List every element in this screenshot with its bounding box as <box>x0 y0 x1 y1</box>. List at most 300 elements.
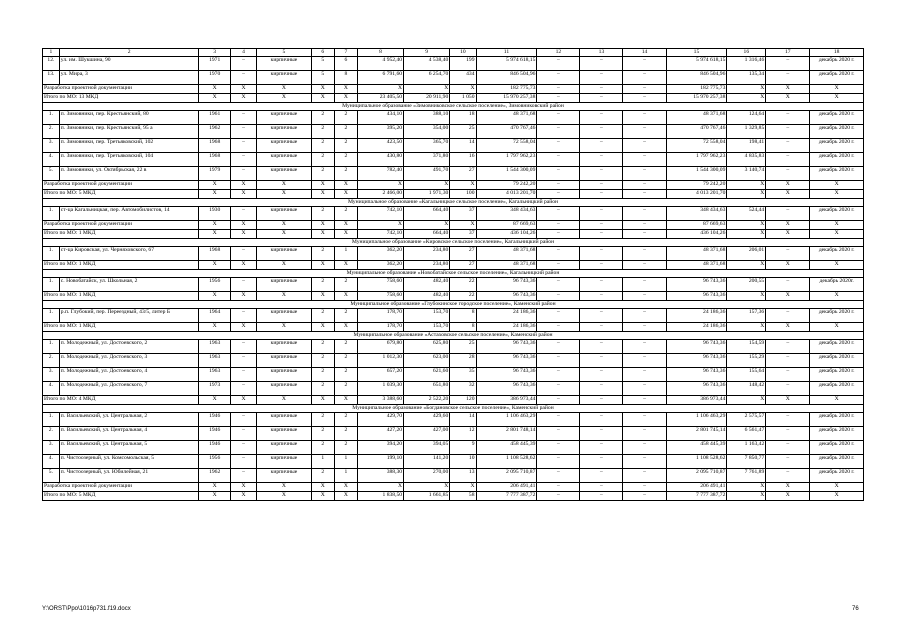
building-cell: 48 371,68 <box>476 247 537 261</box>
summary-cell: Х <box>334 85 357 94</box>
municipality-header-row <box>43 239 864 247</box>
building-cell: 37 <box>450 207 476 221</box>
building-cell: декабрь 2020 г. <box>810 153 864 167</box>
building-row <box>43 340 864 354</box>
summary-cell: Х <box>727 483 766 492</box>
building-cell: – <box>766 427 810 441</box>
building-cell: 7 761,89 <box>727 469 766 483</box>
building-cell: 14 <box>450 413 476 427</box>
summary-cell: Х <box>257 230 312 239</box>
summary-cell: 20 911,90 <box>404 94 450 103</box>
summary-cell: 4 013 201,70 <box>476 190 537 199</box>
building-cell: кирпичные <box>257 207 312 221</box>
summary-cell: Х <box>257 85 312 94</box>
building-cell: кирпичные <box>257 340 312 354</box>
building-cell: – <box>623 340 666 354</box>
building-cell: 1 316,46 <box>727 57 766 71</box>
building-cell: 96 743,36 <box>666 354 727 368</box>
building-cell: 429,70 <box>357 413 403 427</box>
building-cell: – <box>230 427 256 441</box>
building-cell: – <box>230 111 256 125</box>
building-cell: 155,64 <box>727 368 766 382</box>
building-row <box>43 57 864 71</box>
column-number-cell: 16 <box>727 49 766 57</box>
column-number-cell: 2 <box>59 49 199 57</box>
building-cell: – <box>537 382 580 396</box>
summary-cell: Х <box>311 483 334 492</box>
summary-cell: Х <box>334 483 357 492</box>
building-cell: декабрь 2020 г. <box>810 427 864 441</box>
building-address: п. Зимовники, ул. Октябрьская, 22 в <box>59 167 199 181</box>
building-cell: 1956 <box>199 278 230 292</box>
summary-cell: Х <box>199 85 230 94</box>
summary-cell: Х <box>199 292 230 301</box>
building-cell: – <box>537 139 580 153</box>
municipality-title: Муниципальное образование «Глубокинское городское поселение», Каменский район <box>43 301 864 309</box>
building-cell: 6 561,47 <box>727 427 766 441</box>
summary-cell: Х <box>357 483 403 492</box>
building-cell: кирпичные <box>257 427 312 441</box>
summary-cell: 153,70 <box>404 323 450 332</box>
building-cell: декабрь 2020 г. <box>810 247 864 261</box>
building-cell: 365,70 <box>404 139 450 153</box>
summary-cell: Х <box>357 85 403 94</box>
building-cell: 362,20 <box>357 247 403 261</box>
summary-cell: – <box>580 396 623 405</box>
building-cell: – <box>230 441 256 455</box>
building-cell: декабрь 2020 г. <box>810 207 864 221</box>
summary-cell: Х <box>199 221 230 230</box>
building-cell: – <box>537 111 580 125</box>
summary-cell: Х <box>810 85 864 94</box>
summary-cell: Х <box>257 181 312 190</box>
summary-label: Итого по МО: 4 МКД <box>43 396 199 405</box>
building-cell: – <box>623 139 666 153</box>
building-cell: – <box>580 207 623 221</box>
building-cell: 2 <box>334 354 357 368</box>
building-cell: 2 <box>311 247 334 261</box>
building-cell: 427,00 <box>404 427 450 441</box>
summary-cell: Х <box>810 292 864 301</box>
building-cell: 625,80 <box>404 340 450 354</box>
building-cell: 1 544 300,09 <box>476 167 537 181</box>
summary-label: Итого по МО: 13 МКД <box>43 94 199 103</box>
building-cell: – <box>230 354 256 368</box>
summary-cell: Х <box>766 323 810 332</box>
summary-cell: – <box>623 94 666 103</box>
building-cell: – <box>766 455 810 469</box>
summary-cell: – <box>580 190 623 199</box>
summary-cell: Х <box>334 230 357 239</box>
building-cell: 2 <box>334 207 357 221</box>
building-cell: декабрь 2020 г. <box>810 71 864 85</box>
building-cell: 124,64 <box>727 111 766 125</box>
building-cell: 2 <box>334 441 357 455</box>
building-cell: 458 445,39 <box>476 441 537 455</box>
building-row <box>43 309 864 323</box>
building-cell: 1 329,85 <box>727 125 766 139</box>
building-cell: 96 743,36 <box>666 340 727 354</box>
building-cell: 16 <box>450 153 476 167</box>
summary-row <box>43 85 864 94</box>
row-number: 1. <box>43 278 60 292</box>
building-cell: – <box>580 469 623 483</box>
summary-cell: Х <box>727 230 766 239</box>
column-number-cell: 14 <box>623 49 666 57</box>
building-cell: 4 538,40 <box>404 57 450 71</box>
building-cell: декабрь 2020 г. <box>810 111 864 125</box>
summary-cell: Х <box>727 181 766 190</box>
summary-cell: Х <box>810 181 864 190</box>
building-address: ул. Мира, 3 <box>59 71 199 85</box>
building-cell: 1968 <box>199 139 230 153</box>
summary-cell: 7 777 387,72 <box>476 492 537 501</box>
summary-cell: 58 <box>450 492 476 501</box>
row-number: 1. <box>43 207 60 221</box>
building-cell: 434 <box>450 71 476 85</box>
summary-cell: Х <box>766 492 810 501</box>
summary-cell: 23 405,50 <box>357 94 403 103</box>
building-cell: – <box>537 57 580 71</box>
row-number: 1. <box>43 247 60 261</box>
building-row <box>43 111 864 125</box>
municipality-header-row <box>43 301 864 309</box>
building-cell: 470 767,46 <box>476 125 537 139</box>
building-cell: 2 095 710,87 <box>476 469 537 483</box>
building-cell: 2 <box>311 368 334 382</box>
building-row <box>43 125 864 139</box>
summary-label: Итого по МО: 5 МКД <box>43 190 199 199</box>
summary-cell: – <box>537 483 580 492</box>
building-cell: 1946 <box>199 427 230 441</box>
building-cell: – <box>580 382 623 396</box>
summary-cell: Х <box>230 492 256 501</box>
summary-cell: Х <box>727 85 766 94</box>
building-cell: кирпичные <box>257 57 312 71</box>
building-cell: – <box>623 125 666 139</box>
building-cell: – <box>766 57 810 71</box>
building-cell: 2 <box>311 167 334 181</box>
building-row <box>43 441 864 455</box>
summary-cell: Х <box>311 230 334 239</box>
summary-label: Итого по МО: 1 МКД <box>43 261 199 270</box>
building-cell: 621,60 <box>404 368 450 382</box>
summary-label: Разработка проектной документации <box>43 181 199 190</box>
summary-cell: – <box>623 483 666 492</box>
building-address: п. Молодежный, ул. Достоевского, 7 <box>59 382 199 396</box>
summary-cell: Х <box>230 396 256 405</box>
building-cell: – <box>580 278 623 292</box>
building-address: п. Чистоозерный, ул. Комсомольская, 5 <box>59 455 199 469</box>
building-row <box>43 455 864 469</box>
row-number: 2. <box>43 427 60 441</box>
row-number: 4. <box>43 382 60 396</box>
summary-cell: 22 <box>450 292 476 301</box>
building-cell: – <box>537 455 580 469</box>
building-cell: декабрь 2020 г. <box>810 125 864 139</box>
building-cell: 5 974 618,15 <box>666 57 727 71</box>
building-cell: 1 108 528,62 <box>666 455 727 469</box>
summary-cell: Х <box>230 190 256 199</box>
building-address: п. Васильевский, ул. Центральная, 5 <box>59 441 199 455</box>
summary-row <box>43 230 864 239</box>
building-cell: 742,10 <box>357 207 403 221</box>
summary-cell: Х <box>727 492 766 501</box>
summary-cell: Х <box>727 94 766 103</box>
summary-cell: Х <box>727 261 766 270</box>
building-cell: 2 <box>311 139 334 153</box>
building-cell: 1 797 962,23 <box>666 153 727 167</box>
municipality-title: Муниципальное образование «Новобатайское сельское поселение», Кагальницкий район <box>43 270 864 278</box>
building-row <box>43 167 864 181</box>
building-row <box>43 413 864 427</box>
building-cell: – <box>766 278 810 292</box>
summary-cell: Х <box>257 94 312 103</box>
summary-cell: 87 669,63 <box>666 221 727 230</box>
building-cell: – <box>580 441 623 455</box>
summary-cell: Х <box>199 396 230 405</box>
building-cell: 2 <box>311 354 334 368</box>
building-address: п. Молодежный, ул. Достоевского, 3 <box>59 354 199 368</box>
building-address: с. Новобатайск, ул. Школьная, 2 <box>59 278 199 292</box>
building-cell: – <box>537 354 580 368</box>
building-cell: – <box>537 469 580 483</box>
building-cell: 1 797 962,23 <box>476 153 537 167</box>
building-cell: – <box>580 368 623 382</box>
summary-cell: Х <box>810 323 864 332</box>
summary-cell: 48 371,68 <box>666 261 727 270</box>
municipality-header-row <box>43 405 864 413</box>
building-cell: – <box>766 413 810 427</box>
building-cell: 4 952,40 <box>357 57 403 71</box>
summary-cell: 79 242,20 <box>476 181 537 190</box>
building-cell: 2 <box>311 207 334 221</box>
summary-cell: Х <box>334 261 357 270</box>
summary-cell: Х <box>450 483 476 492</box>
building-cell: 1 <box>334 247 357 261</box>
building-cell: 2 801 748,14 <box>476 427 537 441</box>
summary-cell: 96 743,36 <box>476 292 537 301</box>
building-cell: 5 974 618,15 <box>476 57 537 71</box>
summary-label: Разработка проектной документации <box>43 483 199 492</box>
summary-row <box>43 221 864 230</box>
building-cell: 1956 <box>199 455 230 469</box>
summary-cell: – <box>623 323 666 332</box>
summary-cell: Х <box>766 221 810 230</box>
building-cell: – <box>580 247 623 261</box>
building-cell: – <box>230 153 256 167</box>
building-cell: 1964 <box>199 309 230 323</box>
building-cell: – <box>537 413 580 427</box>
building-cell: декабрь 2020 г. <box>810 368 864 382</box>
column-number-cell: 11 <box>476 49 537 57</box>
building-cell: кирпичные <box>257 354 312 368</box>
building-address: п. Чистоозерный, ул. Юбилейная, 21 <box>59 469 199 483</box>
summary-cell: Х <box>334 190 357 199</box>
summary-cell: Х <box>199 261 230 270</box>
summary-cell: 3 388,60 <box>357 396 403 405</box>
summary-cell: Х <box>311 323 334 332</box>
summary-cell: 234,80 <box>404 261 450 270</box>
building-cell: 1 163,42 <box>727 441 766 455</box>
summary-cell: Х <box>199 483 230 492</box>
building-cell: – <box>580 354 623 368</box>
summary-row <box>43 323 864 332</box>
summary-cell: – <box>623 221 666 230</box>
building-cell: 423,50 <box>357 139 403 153</box>
building-cell: 3 140,74 <box>727 167 766 181</box>
building-cell: 2 <box>311 125 334 139</box>
summary-cell: Х <box>357 221 403 230</box>
summary-cell: 664,40 <box>404 230 450 239</box>
building-cell: декабрь 2020 г. <box>810 413 864 427</box>
building-cell: – <box>537 368 580 382</box>
summary-cell: – <box>537 261 580 270</box>
building-cell: – <box>623 309 666 323</box>
building-cell: – <box>623 354 666 368</box>
building-cell: 1968 <box>199 153 230 167</box>
building-cell: 1962 <box>199 469 230 483</box>
row-number: 4. <box>43 455 60 469</box>
building-cell: 2 095 710,87 <box>666 469 727 483</box>
building-cell: 524,44 <box>727 207 766 221</box>
building-cell: – <box>766 441 810 455</box>
building-cell: 25 <box>450 340 476 354</box>
building-cell: – <box>580 309 623 323</box>
column-number-cell: 13 <box>580 49 623 57</box>
summary-label: Разработка проектной документации <box>43 85 199 94</box>
building-cell: кирпичные <box>257 247 312 261</box>
summary-cell: 27 <box>450 261 476 270</box>
building-cell: – <box>766 125 810 139</box>
building-row <box>43 469 864 483</box>
building-cell: 394,20 <box>357 441 403 455</box>
building-cell: – <box>580 167 623 181</box>
building-cell: 679,80 <box>357 340 403 354</box>
summary-cell: Х <box>230 94 256 103</box>
building-cell: – <box>623 207 666 221</box>
summary-cell: Х <box>230 85 256 94</box>
summary-cell: Х <box>230 221 256 230</box>
summary-row <box>43 190 864 199</box>
building-cell: 148,42 <box>727 382 766 396</box>
column-number-cell: 18 <box>810 49 864 57</box>
column-number-cell: 10 <box>450 49 476 57</box>
building-cell: декабрь 2020 г. <box>810 340 864 354</box>
building-cell: 1973 <box>199 382 230 396</box>
row-number: 3. <box>43 441 60 455</box>
row-number: 2. <box>43 125 60 139</box>
column-number-cell: 4 <box>230 49 256 57</box>
summary-cell: Х <box>257 292 312 301</box>
municipality-title: Муниципальное образование «Зимовниковское сельское поселение», Зимовниковский район <box>43 103 864 111</box>
building-cell: 2 <box>334 368 357 382</box>
building-cell: 96 743,36 <box>476 382 537 396</box>
row-number: 5. <box>43 167 60 181</box>
summary-cell: 1 050 <box>450 94 476 103</box>
summary-cell: Х <box>450 221 476 230</box>
building-cell: – <box>580 340 623 354</box>
building-cell: – <box>537 309 580 323</box>
building-cell: – <box>230 57 256 71</box>
summary-cell: Х <box>199 323 230 332</box>
building-cell: – <box>623 469 666 483</box>
building-cell: – <box>623 71 666 85</box>
building-cell: 434,10 <box>357 111 403 125</box>
building-cell: 2 <box>311 309 334 323</box>
summary-cell: Х <box>230 181 256 190</box>
building-cell: 178,70 <box>357 309 403 323</box>
summary-cell: 1 971,30 <box>404 190 450 199</box>
building-cell: 2 801 745,14 <box>666 427 727 441</box>
summary-cell: Х <box>766 230 810 239</box>
building-cell: – <box>230 382 256 396</box>
summary-label: Итого по МО: 1 МКД <box>43 230 199 239</box>
row-number: 1. <box>43 111 60 125</box>
summary-cell: – <box>537 292 580 301</box>
building-cell: – <box>230 247 256 261</box>
summary-cell: Х <box>311 292 334 301</box>
row-number: 3. <box>43 368 60 382</box>
summary-row <box>43 492 864 501</box>
building-cell: – <box>580 413 623 427</box>
summary-cell: Х <box>810 483 864 492</box>
building-cell: – <box>623 441 666 455</box>
summary-cell: 7 777 387,72 <box>666 492 727 501</box>
column-number-cell: 5 <box>257 49 312 57</box>
summary-cell: 2 466,00 <box>357 190 403 199</box>
building-cell: – <box>537 441 580 455</box>
building-cell: 1 106 463,29 <box>666 413 727 427</box>
summary-cell: – <box>580 181 623 190</box>
summary-cell: Х <box>766 292 810 301</box>
building-cell: 1968 <box>199 247 230 261</box>
summary-label: Разработка проектной документации <box>43 221 199 230</box>
building-cell: 22 <box>450 278 476 292</box>
building-cell: декабрь 2020г. <box>810 278 864 292</box>
summary-cell: Х <box>766 85 810 94</box>
column-number-row <box>43 49 864 57</box>
building-cell: декабрь 2020 г. <box>810 455 864 469</box>
building-cell: 141,20 <box>404 455 450 469</box>
building-cell: – <box>766 167 810 181</box>
summary-cell: 2 522,20 <box>404 396 450 405</box>
building-cell: 430,80 <box>357 153 403 167</box>
building-cell: 48 371,68 <box>666 111 727 125</box>
summary-row <box>43 292 864 301</box>
column-number-cell: 6 <box>311 49 334 57</box>
building-row <box>43 427 864 441</box>
building-cell: – <box>230 309 256 323</box>
building-cell: 2 <box>311 111 334 125</box>
building-cell: – <box>766 207 810 221</box>
building-cell: декабрь 2020 г. <box>810 309 864 323</box>
summary-cell: Х <box>810 492 864 501</box>
building-cell: 1 106 463,29 <box>476 413 537 427</box>
building-cell: 12 <box>450 427 476 441</box>
building-cell: – <box>230 413 256 427</box>
row-number: 2. <box>43 354 60 368</box>
summary-cell: 436 104,26 <box>666 230 727 239</box>
summary-cell: Х <box>334 323 357 332</box>
building-cell: – <box>766 340 810 354</box>
summary-cell: 15 970 257,38 <box>476 94 537 103</box>
building-cell: – <box>537 167 580 181</box>
building-cell: 5 <box>311 57 334 71</box>
summary-cell: Х <box>311 261 334 270</box>
summary-label: Итого по МО: 1 МКД <box>43 292 199 301</box>
building-cell: – <box>766 368 810 382</box>
